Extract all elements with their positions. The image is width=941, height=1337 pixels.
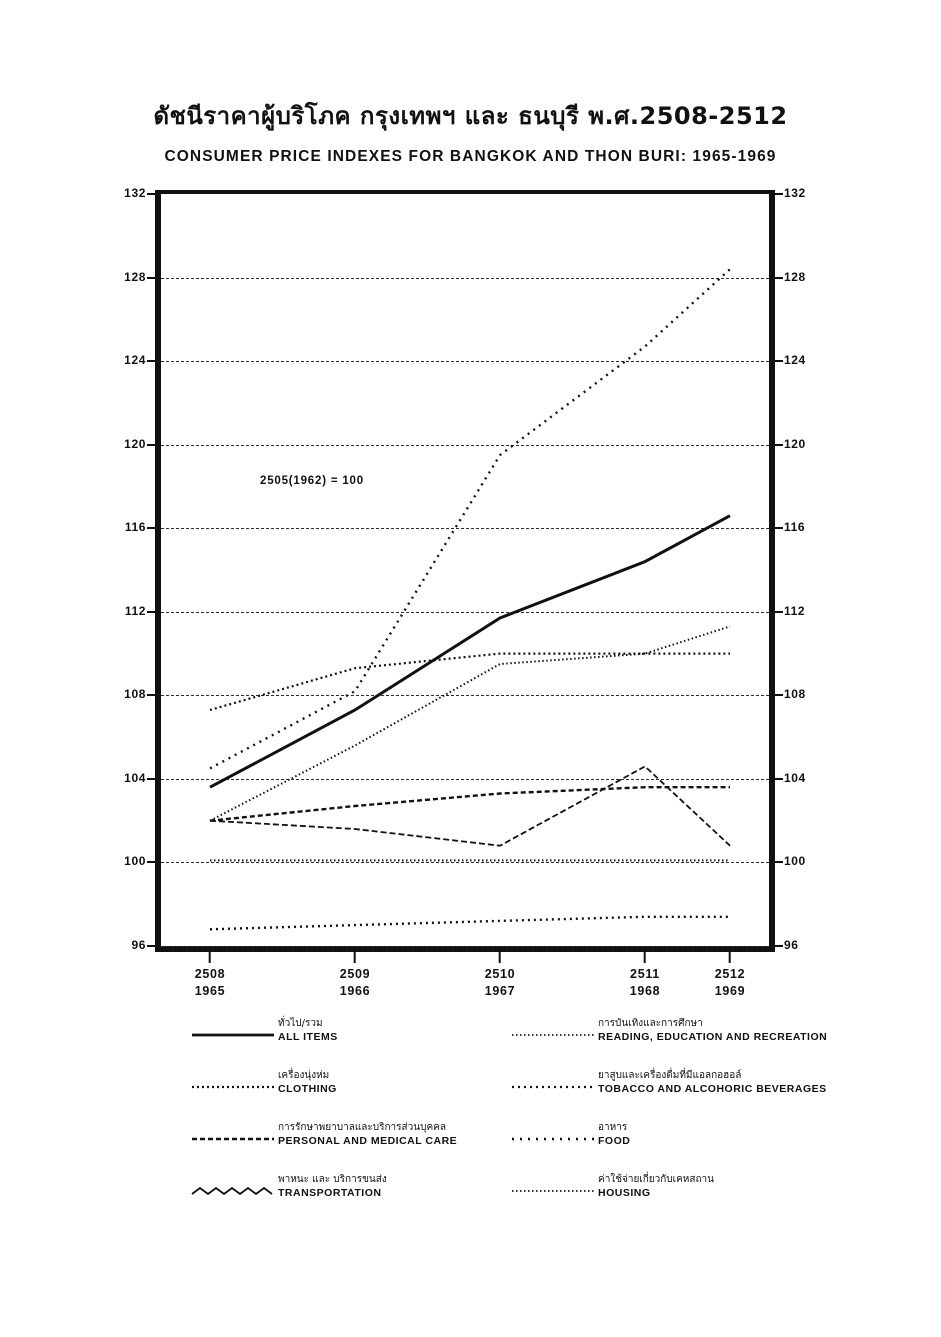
y-tick-label-left: 132 <box>124 186 146 200</box>
y-tick-mark-right <box>775 527 783 529</box>
legend-label-thai: อาหาร <box>598 1122 628 1133</box>
legend-line-sample <box>510 1018 596 1048</box>
plot-area <box>124 186 806 952</box>
y-tick-label-left: 128 <box>124 269 146 284</box>
x-tick-label-year: 1969 <box>714 983 746 998</box>
y-tick-mark-right <box>775 945 783 947</box>
legend-line-sample <box>510 1122 596 1152</box>
series-line <box>210 766 730 845</box>
x-tick-label-year: 1966 <box>339 983 371 998</box>
y-tick-label-right: 104 <box>784 770 806 785</box>
legend-label-thai: ทั่วไป/รวม <box>278 1018 323 1029</box>
legend-label <box>278 1070 337 1095</box>
y-tick-label-left: 100 <box>124 854 146 869</box>
series-line <box>210 917 730 930</box>
legend-line-sample <box>190 1174 276 1204</box>
legend-label <box>278 1174 387 1199</box>
legend-line-sample <box>190 1018 276 1048</box>
legend-label-thai: พาหนะ และ บริการขนส่ง <box>278 1174 387 1185</box>
legend-label-thai: ค่าใช้จ่ายเกี่ยวกับเคหสถาน <box>598 1174 714 1185</box>
x-tick-label-year: 1968 <box>629 983 661 998</box>
x-tick-label-year: 1967 <box>484 983 516 998</box>
y-tick-mark-right <box>775 778 783 780</box>
legend-swatch <box>510 1174 598 1204</box>
legend-label-thai: การรักษาพยาบาลและบริการส่วนบุคคล <box>278 1122 446 1133</box>
y-tick-label-left: 112 <box>124 603 146 618</box>
y-tick-mark-right <box>775 444 783 446</box>
y-tick-mark-left <box>147 527 155 529</box>
x-tick-1968 <box>630 952 661 1000</box>
legend-swatch <box>510 1122 598 1152</box>
legend-label-english: HOUSING <box>598 1186 651 1199</box>
legend-swatch <box>190 1174 278 1204</box>
legend-label-english: FOOD <box>598 1134 631 1147</box>
legend-label <box>598 1174 714 1199</box>
x-tick-label-thai: 2510 <box>484 967 516 981</box>
legend-label-english: CLOTHING <box>278 1082 337 1095</box>
y-tick-label-right: 116 <box>784 520 806 535</box>
legend-item <box>190 1070 510 1100</box>
legend-item <box>510 1070 830 1100</box>
legend-swatch <box>190 1122 278 1152</box>
y-tick-mark-left <box>147 193 155 195</box>
chart-title-english: CONSUMER PRICE INDEXES FOR BANGKOK AND THON BURI: 1965-1969 <box>164 148 777 165</box>
legend-label-thai: เครื่องนุ่งห่ม <box>278 1070 330 1081</box>
x-tick-mark <box>354 952 356 963</box>
y-tick-label-right: 96 <box>784 938 799 952</box>
legend-label-english: TRANSPORTATION <box>278 1186 382 1199</box>
y-tick-mark-right <box>775 360 783 362</box>
legend-item <box>190 1018 510 1048</box>
legend-label <box>598 1018 827 1043</box>
y-tick-mark-left <box>147 611 155 613</box>
legend-line-sample <box>190 1122 276 1152</box>
legend-line-sample <box>510 1070 596 1100</box>
series-lines <box>155 190 775 952</box>
x-tick-mark <box>499 952 501 963</box>
x-tick-mark <box>209 952 211 963</box>
y-tick-mark-right <box>775 277 783 279</box>
x-tick-label-thai: 2512 <box>714 967 746 981</box>
legend-label-english: TOBACCO AND ALCOHORIC BEVERAGES <box>598 1082 827 1095</box>
legend-row <box>190 1122 830 1152</box>
legend-label <box>278 1018 338 1043</box>
legend-swatch <box>510 1018 598 1048</box>
legend-item <box>510 1122 830 1152</box>
legend-row <box>190 1070 830 1100</box>
x-tick-label-thai: 2508 <box>194 967 226 981</box>
y-tick-label-right: 124 <box>784 353 806 368</box>
legend-item <box>190 1122 510 1152</box>
legend-swatch <box>190 1070 278 1100</box>
y-tick-label-left: 124 <box>124 353 146 368</box>
y-tick-label-right: 112 <box>784 603 806 618</box>
legend-label-thai: การบันเทิงและการศึกษา <box>598 1018 703 1029</box>
y-tick-label-right: 132 <box>784 186 806 200</box>
series-line <box>210 654 730 710</box>
series-line <box>210 269 730 768</box>
series-line <box>210 516 730 788</box>
y-tick-label-left: 104 <box>124 770 146 785</box>
legend-item <box>190 1174 510 1204</box>
legend-line-sample <box>510 1174 596 1204</box>
legend-label-english: PERSONAL AND MEDICAL CARE <box>278 1134 458 1147</box>
y-tick-label-left: 108 <box>124 687 146 702</box>
y-tick-mark-left <box>147 444 155 446</box>
y-tick-mark-left <box>147 277 155 279</box>
x-tick-mark <box>644 952 646 963</box>
y-tick-mark-left <box>147 694 155 696</box>
legend-label <box>598 1070 827 1095</box>
y-tick-mark-right <box>775 861 783 863</box>
chart-legend <box>190 1018 830 1226</box>
legend-row <box>190 1018 830 1048</box>
y-tick-mark-left <box>147 778 155 780</box>
y-tick-mark-left <box>147 360 155 362</box>
y-tick-mark-right <box>775 193 783 195</box>
series-line <box>210 787 730 821</box>
legend-swatch <box>510 1070 598 1100</box>
legend-label-english: ALL ITEMS <box>278 1030 338 1043</box>
legend-label <box>598 1122 630 1147</box>
x-tick-label-year: 1965 <box>194 983 226 998</box>
y-tick-label-right: 128 <box>784 269 806 284</box>
x-tick-mark <box>729 952 731 963</box>
legend-label-english: READING, EDUCATION AND RECREATION <box>598 1030 828 1043</box>
x-tick-1969 <box>715 952 746 1000</box>
x-tick-1965 <box>195 952 226 1000</box>
legend-item <box>510 1018 830 1048</box>
legend-swatch <box>190 1018 278 1048</box>
y-tick-label-right: 108 <box>784 687 806 702</box>
x-axis-labels <box>155 952 775 1012</box>
y-tick-mark-left <box>147 945 155 947</box>
y-tick-label-left: 116 <box>124 520 146 535</box>
x-tick-label-thai: 2509 <box>339 967 371 981</box>
base-year-note: 2505(1962) = 100 <box>260 475 364 487</box>
y-tick-mark-left <box>147 861 155 863</box>
legend-line-sample <box>190 1070 276 1100</box>
legend-item <box>510 1174 830 1204</box>
legend-label-thai: ยาสูบและเครื่องดื่มที่มีแอลกอฮอล์ <box>598 1070 742 1081</box>
y-tick-label-right: 100 <box>784 854 806 869</box>
x-tick-label-thai: 2511 <box>630 967 660 981</box>
legend-row <box>190 1174 830 1204</box>
y-tick-label-left: 120 <box>124 436 146 451</box>
y-tick-mark-right <box>775 611 783 613</box>
chart-title-thai: ดัชนีราคาผู้บริโภค กรุงเทพฯ และ ธนบุรี พ.ศ.2508-2512 <box>153 102 788 130</box>
x-tick-1967 <box>485 952 516 1000</box>
y-tick-label-right: 120 <box>784 436 806 451</box>
x-tick-1966 <box>340 952 371 1000</box>
y-tick-label-left: 96 <box>131 938 146 952</box>
y-tick-mark-right <box>775 694 783 696</box>
legend-label <box>278 1122 457 1147</box>
